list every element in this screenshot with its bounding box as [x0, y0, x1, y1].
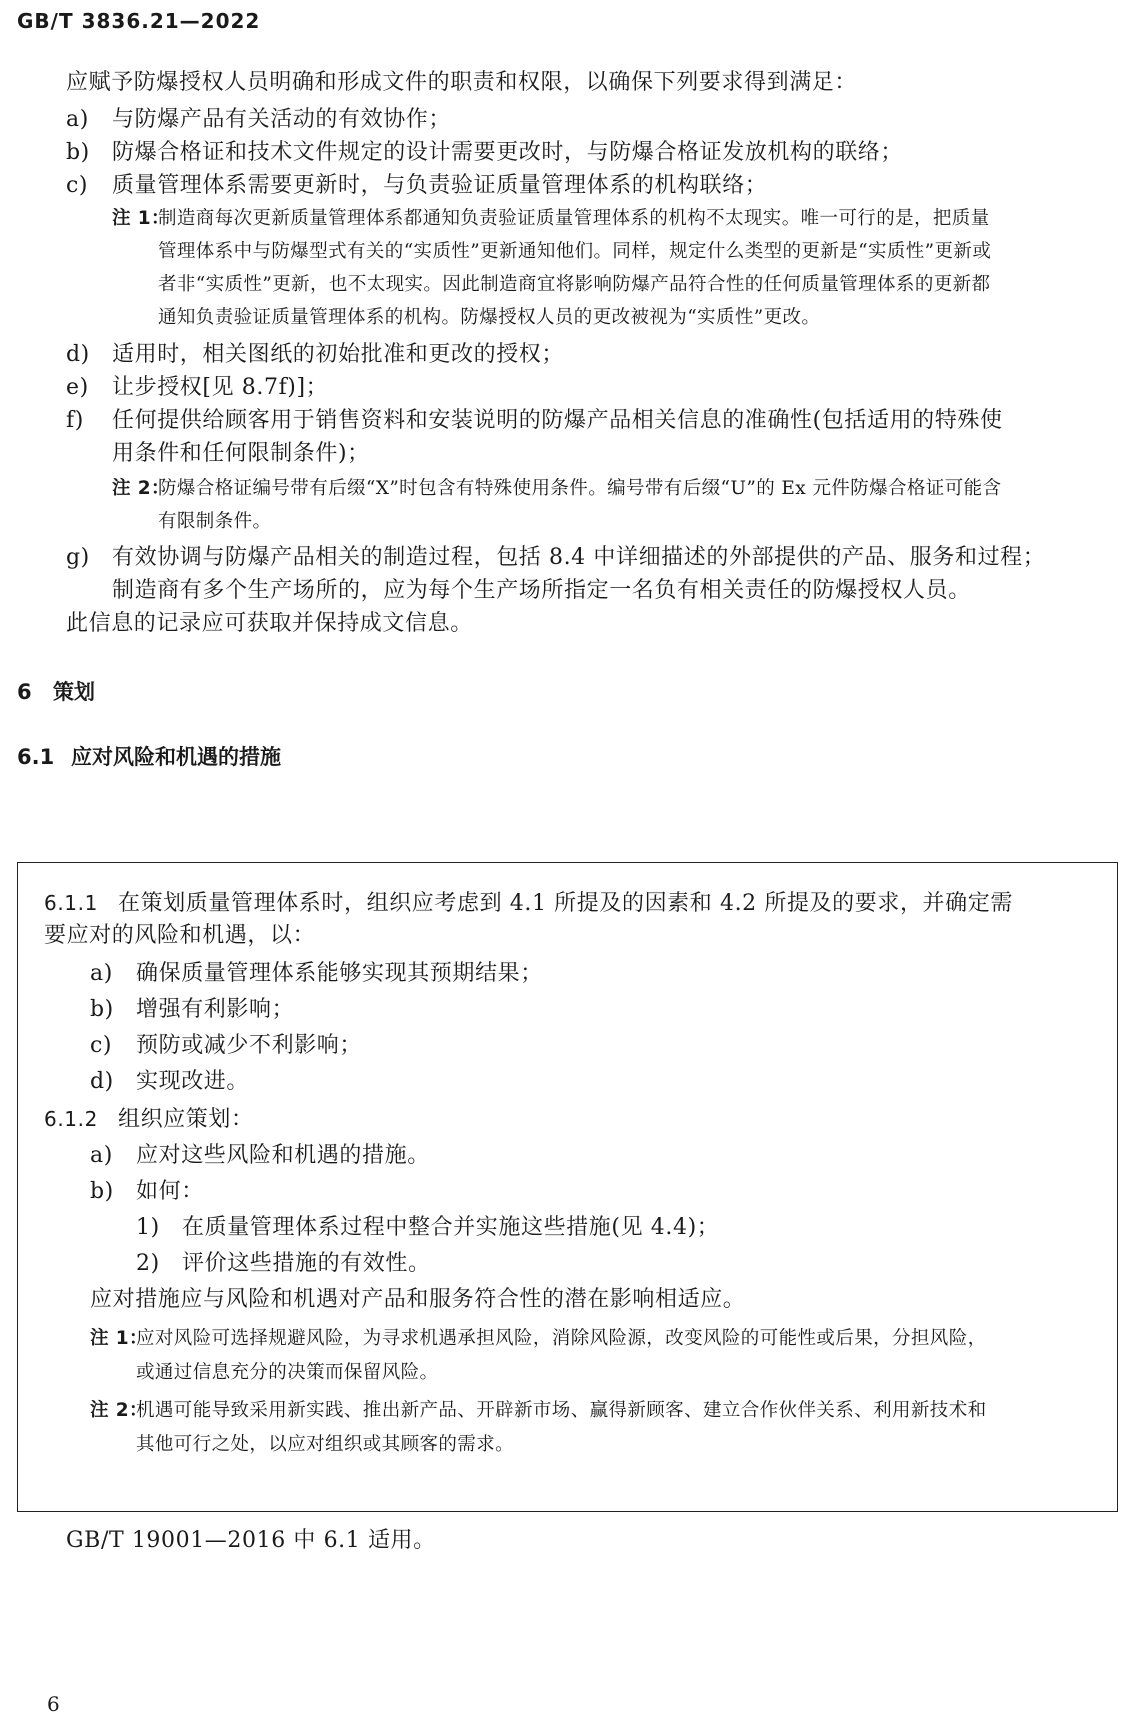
list-marker: c) [90, 1033, 113, 1058]
list-marker: a) [90, 961, 113, 986]
list-item-text: 评价这些措施的有效性。 [182, 1251, 431, 1276]
box-note-2-line-1: 注 2：机遇可能导致采用新实践、推出新产品、开辟新市场、赢得新顾客、建立合作伙伴关系、利用新技术和 [90, 1395, 987, 1427]
list-item-text: 适用时，相关图纸的初始批准和更改的授权； [112, 342, 565, 367]
list-item-text: 如何： [136, 1179, 204, 1204]
clause-6-1-2-closing: 应对措施应与风险和机遇对产品和服务符合性的潜在影响相适应。 [90, 1287, 746, 1312]
note-1-line-2: 管理体系中与防爆型式有关的“实质性”更新通知他们。同样，规定什么类型的更新是“实质性”更新或 [158, 241, 992, 262]
box-note-1-line-2: 或通过信息充分的决策而保留风险。 [136, 1362, 439, 1383]
list-marker: c) [66, 173, 89, 198]
clause-6-1-1-item-d [90, 1066, 249, 1098]
list-item-c [66, 170, 767, 202]
note-label: 注 2： [90, 1400, 148, 1421]
clause-6-1-1-item-a [90, 958, 543, 990]
list-marker: d) [66, 342, 90, 367]
list-item-text: 任何提供给顾客用于销售资料和安装说明的防爆产品相关信息的准确性(包括适用的特殊使 [112, 408, 1003, 433]
list-item-g-continued: 制造商有多个生产场所的，应为每个生产场所指定一名负有相关责任的防爆授权人员。 [112, 578, 971, 603]
list-item-d [66, 339, 564, 371]
note-2-line-2: 有限制条件。 [158, 511, 272, 532]
list-marker: 1) [136, 1215, 160, 1240]
section-number: 6 [17, 680, 32, 704]
list-item-text: 增强有利影响； [136, 997, 295, 1022]
list-item-g [66, 542, 1045, 574]
section-title: 应对风险和机遇的措施 [71, 745, 281, 769]
list-marker: b) [90, 1179, 114, 1204]
clause-6-1-2-item-b [90, 1176, 204, 1208]
section-title: 策划 [53, 680, 95, 704]
intro-paragraph: 应赋予防爆授权人员明确和形成文件的职责和权限，以确保下列要求得到满足： [66, 70, 858, 95]
clause-6-1-1-line-2: 要应对的风险和机遇，以： [44, 923, 316, 948]
page-number: 6 [47, 1692, 60, 1716]
clause-number: 6.1.2 [44, 1107, 98, 1131]
list-item-text: 质量管理体系需要更新时，与负责验证质量管理体系的机构联络； [112, 173, 768, 198]
list-marker: d) [90, 1069, 114, 1094]
list-marker: a) [66, 107, 89, 132]
list-marker: b) [66, 140, 90, 165]
list-item-text: 在质量管理体系过程中整合并实施这些措施(见 4.4)； [182, 1215, 720, 1240]
list-marker: a) [90, 1143, 113, 1168]
list-item-text: 让步授权[见 8.7f)]； [112, 375, 329, 400]
clause-6-1-1-item-c [90, 1030, 362, 1062]
list-item-text: 预防或减少不利影响； [136, 1033, 363, 1058]
closing-paragraph: 此信息的记录应可获取并保持成文信息。 [66, 611, 473, 636]
clause-6-1-2-subitem-1 [136, 1212, 719, 1244]
note-label: 注 1： [90, 1328, 148, 1349]
note-label: 注 1： [112, 208, 170, 229]
clause-6-1-2-item-a [90, 1140, 430, 1172]
list-marker: g) [66, 545, 90, 570]
list-marker: b) [90, 997, 114, 1022]
note-label: 注 2： [112, 478, 170, 499]
standard-identifier: GB/T 3836.21—2022 [17, 9, 261, 33]
list-marker: f) [66, 408, 84, 433]
list-marker: e) [66, 375, 89, 400]
list-item-text: 与防爆产品有关活动的有效协作； [112, 107, 452, 132]
note-1-line-4: 通知负责验证质量管理体系的机构。防爆授权人员的更改被视为“实质性”更改。 [158, 307, 821, 328]
list-item-a [66, 104, 451, 136]
note-1-line-1: 注 1：制造商每次更新质量管理体系都通知负责验证质量管理体系的机构不太现实。唯一可行的是，把质量 [112, 203, 990, 235]
section-6-1-heading [17, 741, 281, 773]
section-6-heading [17, 676, 95, 708]
list-item-text: 有效协调与防爆产品相关的制造过程，包括 8.4 中详细描述的外部提供的产品、服务和过程； [112, 545, 1046, 570]
list-item-e [66, 372, 328, 404]
section-number: 6.1 [17, 745, 55, 769]
list-item-text: 防爆合格证和技术文件规定的设计需要更改时，与防爆合格证发放机构的联络； [112, 140, 904, 165]
clause-number: 6.1.1 [44, 891, 98, 915]
clause-6-1-1-line-1: 6.1.1 在策划质量管理体系时，组织应考虑到 4.1 所提及的因素和 4.2 所提及的要求，并确定需 [44, 887, 1013, 920]
box-note-1-line-1: 注 1：应对风险可选择规避风险，为寻求机遇承担风险，消除风险源，改变风险的可能性或后果，分担风险， [90, 1323, 987, 1355]
list-item-b [66, 137, 903, 169]
list-item-text: 实现改进。 [136, 1069, 250, 1094]
after-box-paragraph: GB/T 19001—2016 中 6.1 适用。 [66, 1528, 436, 1553]
note-1-line-3: 者非“实质性”更新，也不太现实。因此制造商宜将影响防爆产品符合性的任何质量管理体系的更新都 [158, 274, 991, 295]
list-item-text: 应对这些风险和机遇的措施。 [136, 1143, 430, 1168]
list-item-text: 确保质量管理体系能够实现其预期结果； [136, 961, 543, 986]
list-item-f-continued: 用条件和任何限制条件)； [112, 441, 370, 466]
note-2-line-1: 注 2：防爆合格证编号带有后缀“X”时包含有特殊使用条件。编号带有后缀“U”的 Ex 元件防爆合格证可能含 [112, 473, 1001, 505]
box-note-2-line-2: 其他可行之处，以应对组织或其顾客的需求。 [136, 1434, 515, 1455]
clause-6-1-2-subitem-2 [136, 1248, 431, 1280]
list-item-f [66, 405, 1003, 437]
clause-6-1-1-item-b [90, 994, 294, 1026]
list-marker: 2) [136, 1251, 160, 1276]
clause-6-1-2: 6.1.2 组织应策划： [44, 1103, 254, 1136]
